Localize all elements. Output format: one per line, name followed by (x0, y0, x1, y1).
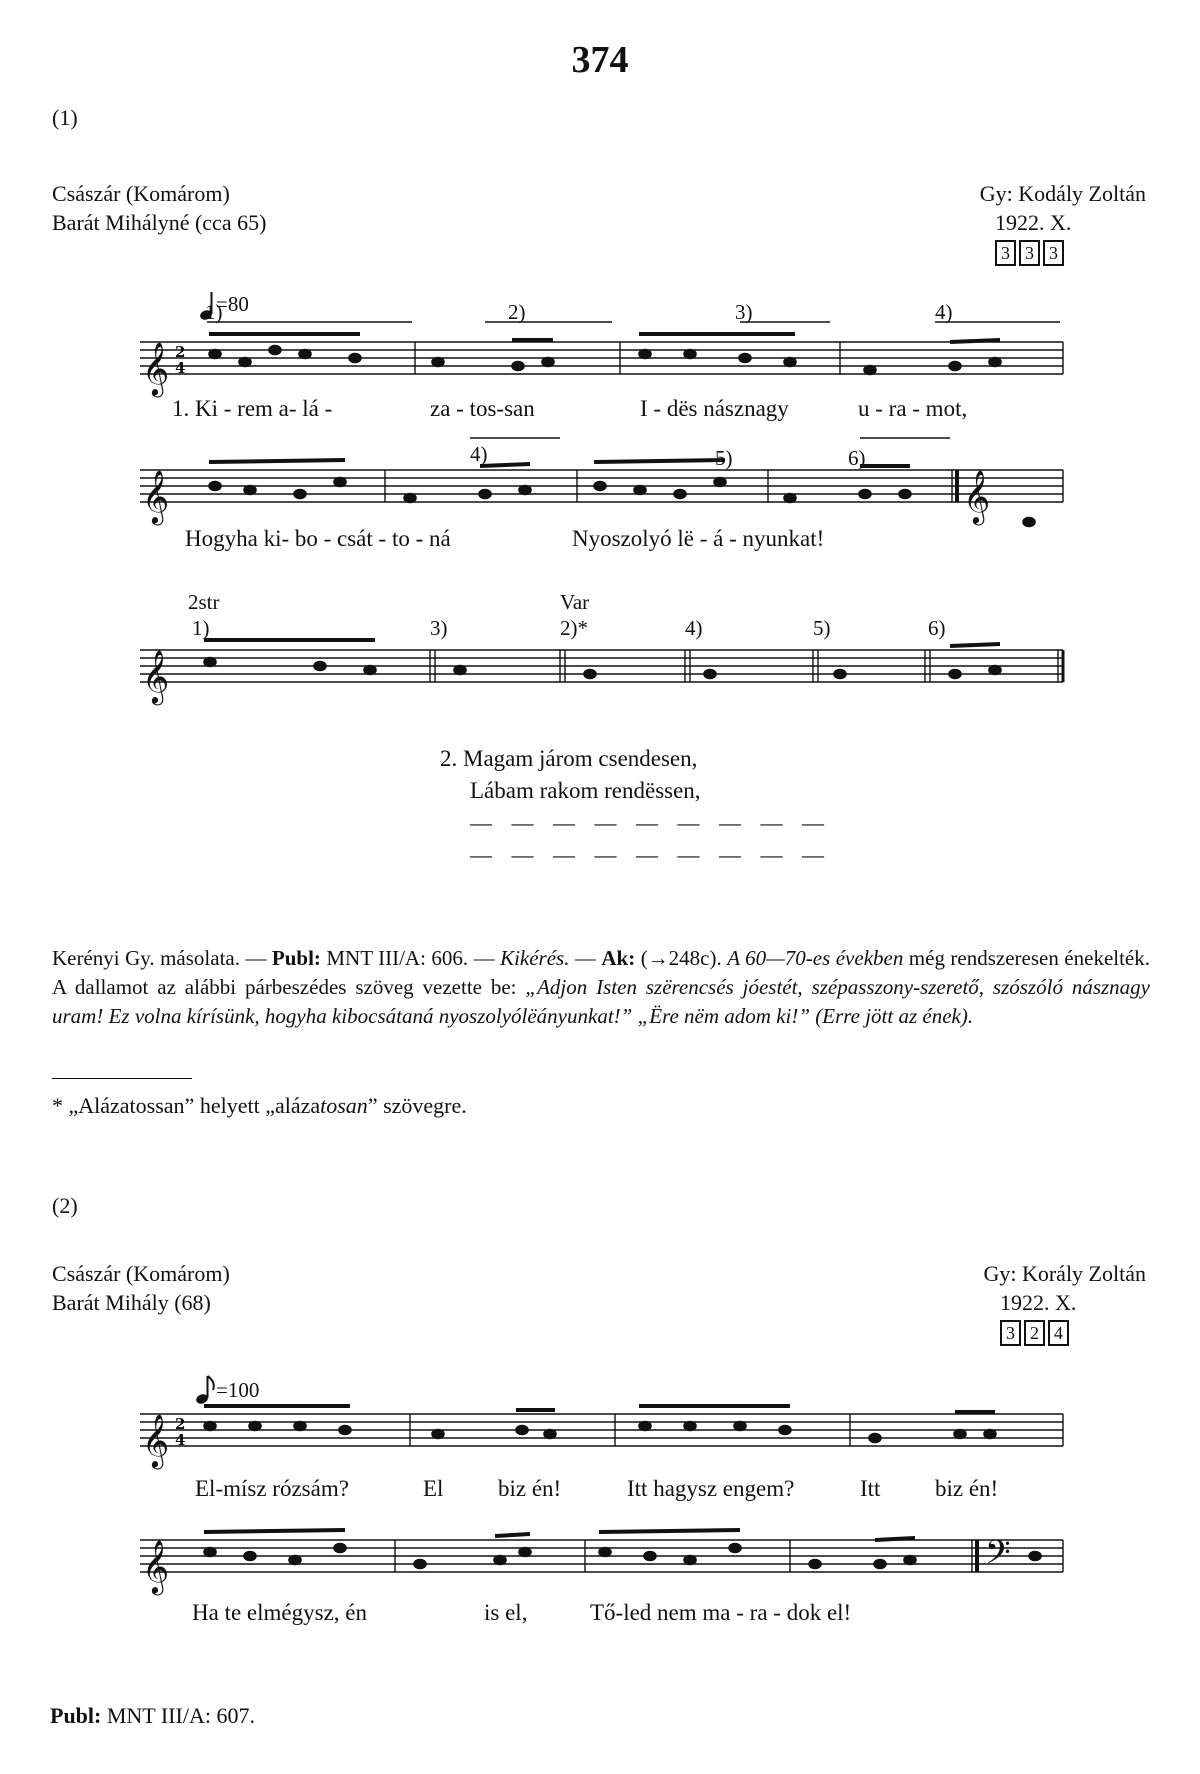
song2-singer: Barát Mihály (68) (52, 1290, 211, 1315)
time-signature-icon: 2 (175, 343, 186, 361)
variant-mark: 2) (508, 300, 526, 324)
lyric-segment: Itt hagysz engem? (627, 1476, 795, 1501)
song1-notes: Kerényi Gy. másolata. — Publ: MNT III/A: 606. — Kikérés. — Ak: (→248c). A 60—70-es években még rendszeresen énekelték. A dallamot az alábbi párbeszédes szöveg vezette be: „Adjon Isten szërencsés jóestét, szépasszony-szerető, szószóló násznagy uram! Ez volna kírísünk, hogyha kibocsátaná nyoszolyólëányunkat!” „Ëre nëm adom ki!” (Erre jött az ének). (52, 946, 1151, 1028)
lyric-segment: El-mísz rózsám? (195, 1476, 349, 1501)
treble-clef-icon: 𝄞 (963, 469, 991, 523)
variant-mark: 2)* (560, 616, 588, 640)
variant-mark: 6) (848, 446, 866, 470)
strophe-label: 2str (188, 590, 220, 614)
treble-clef-icon: 𝄞 (142, 469, 170, 523)
footnote: * „Alázatossan” helyett „alázatosan” szövegre. (52, 1093, 467, 1118)
treble-clef-icon: 𝄞 (142, 1539, 170, 1593)
eighth-note-tempo-icon (194, 1374, 218, 1406)
staff-3 (140, 650, 1063, 682)
lyric-segment: is el, (484, 1600, 528, 1625)
lyric-segment: I - dës násznagy (640, 396, 789, 421)
song1-collector: Gy: Kodály Zoltán (979, 181, 1146, 206)
class-box: 2 (1024, 1320, 1045, 1346)
variant-mark: 3) (735, 300, 753, 324)
lyric-segment: El (423, 1476, 444, 1501)
treble-clef-icon: 𝄞 (142, 1413, 170, 1467)
variant-mark: 1) (205, 300, 223, 324)
variant-mark: 4) (685, 616, 703, 640)
class-box: 4 (1048, 1320, 1069, 1346)
lyric-segment: biz én! (498, 1476, 562, 1501)
svg-text:4: 4 (175, 1431, 186, 1449)
variant-mark: 5) (813, 616, 831, 640)
time-signature-icon: 2 (175, 1415, 186, 1433)
variant-mark: 5) (715, 446, 733, 470)
variant-mark: 4) (470, 442, 488, 466)
class-box: 3 (1043, 240, 1064, 266)
verse-line: 2. Magam járom csendesen, (440, 746, 698, 771)
lyric-segment: u - ra - mot, (858, 396, 968, 421)
song1-tempo: =80 (216, 292, 249, 316)
treble-clef-icon: 𝄞 (142, 341, 170, 395)
lyric-segment: za - tos-san (430, 396, 535, 421)
lyric-segment: biz én! (935, 1476, 999, 1501)
page-number: 374 (571, 39, 629, 81)
variant-mark: 6) (928, 616, 946, 640)
class-box: 3 (995, 240, 1016, 266)
variant-mark: 3) (430, 616, 448, 640)
staff-2 (140, 438, 1063, 502)
song1-singer: Barát Mihályné (cca 65) (52, 210, 267, 235)
variant-mark: 1) (192, 616, 210, 640)
bass-clef-icon: 𝄢 (985, 1534, 1011, 1580)
song2-date: 1922. X. (1000, 1290, 1077, 1315)
song1-index: (1) (52, 105, 78, 130)
song2-publication: Publ: MNT III/A: 607. (50, 1703, 255, 1728)
treble-clef-icon: 𝄞 (142, 649, 170, 703)
staff-4 (140, 1414, 1063, 1446)
svg-text:4: 4 (175, 359, 186, 377)
lyric-segment: 1. Ki - rem a- lá - (172, 396, 333, 421)
song2-index: (2) (52, 1193, 78, 1218)
omitted-line: — — — — — — — — — (470, 842, 831, 867)
verse-line: Lábam rakom rendëssen, (470, 778, 701, 803)
song2-collector: Gy: Korály Zoltán (983, 1261, 1146, 1286)
song2-tempo: =100 (216, 1378, 260, 1402)
song1-place: Császár (Komárom) (52, 181, 230, 206)
lyric-segment: Nyoszolyó lë - á - nyunkat! (572, 526, 825, 551)
footnote-divider (52, 1078, 192, 1079)
class-box: 3 (1000, 1320, 1021, 1346)
beams (204, 334, 1000, 1540)
song1-date: 1922. X. (995, 210, 1072, 235)
song2-place: Császár (Komárom) (52, 1261, 230, 1286)
class-box: 3 (1019, 240, 1040, 266)
song2-classification-boxes (1000, 1320, 1069, 1346)
lyric-segment: Hogyha ki- bo - csát - to - ná (185, 526, 451, 551)
lyric-segment: Tő-led nem ma - ra - dok el! (590, 1600, 852, 1625)
lyric-segment: Itt (860, 1476, 881, 1501)
omitted-line: — — — — — — — — — (470, 810, 831, 835)
lyric-segment: Ha te elmégysz, én (192, 1600, 367, 1625)
variant-mark: 4) (935, 300, 953, 324)
var-label: Var (560, 590, 590, 614)
